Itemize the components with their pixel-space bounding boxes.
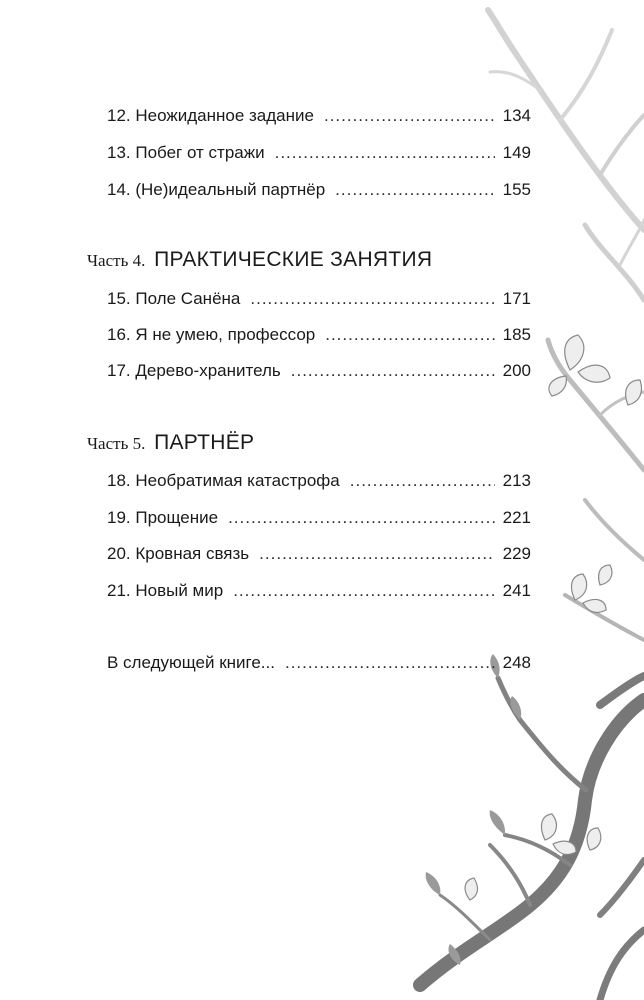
toc-entry[interactable] xyxy=(107,576,531,606)
toc-leader-dots xyxy=(250,284,494,314)
toc-entry-epilogue[interactable] xyxy=(107,648,531,678)
toc-entry[interactable] xyxy=(107,356,531,386)
part-title: ПАРТНЁР xyxy=(154,431,255,454)
toc-entry-page: 221 xyxy=(502,508,531,527)
toc-entry[interactable] xyxy=(107,284,531,314)
toc-entry-page: 200 xyxy=(502,361,531,380)
toc-leader-dots xyxy=(325,320,494,350)
toc-entry-title: 13. Побег от стражи xyxy=(107,143,265,162)
toc-entry[interactable] xyxy=(107,101,531,131)
part-heading[interactable] xyxy=(87,427,254,459)
toc-entry-page: 171 xyxy=(502,289,531,308)
toc-entry-title: 21. Новый мир xyxy=(107,581,224,600)
toc-entry[interactable] xyxy=(107,320,531,350)
part-title: ПРАКТИЧЕСКИЕ ЗАНЯТИЯ xyxy=(154,248,433,271)
toc-entry-title: 17. Дерево-хранитель xyxy=(107,361,281,380)
toc-entry-title: 14. (Не)идеальный партнёр xyxy=(107,180,326,199)
toc-entry[interactable] xyxy=(107,503,531,533)
toc-entry-page: 155 xyxy=(502,180,531,199)
toc-entry[interactable] xyxy=(107,175,531,205)
part-label: Часть 4. xyxy=(87,251,146,270)
toc-entry[interactable] xyxy=(107,466,531,496)
toc-entry-title: 15. Поле Санёна xyxy=(107,289,241,308)
toc-leader-dots xyxy=(335,175,494,205)
toc-entry-page: 229 xyxy=(502,544,531,563)
toc-leader-dots xyxy=(350,466,495,496)
toc-leader-dots xyxy=(285,648,495,678)
toc-entry-page: 241 xyxy=(502,581,531,600)
toc-leader-dots xyxy=(324,101,495,131)
toc-entry-title: 18. Необратимая катастрофа xyxy=(107,471,340,490)
toc-entry-page: 213 xyxy=(502,471,531,490)
toc-leader-dots xyxy=(259,539,494,569)
toc-entry-page: 185 xyxy=(502,325,531,344)
part-label: Часть 5. xyxy=(87,434,146,453)
toc-entry[interactable] xyxy=(107,539,531,569)
toc-entry-title: 20. Кровная связь xyxy=(107,544,250,563)
toc-entry-title: 19. Прощение xyxy=(107,508,219,527)
toc-leader-dots xyxy=(275,138,495,168)
part-heading[interactable] xyxy=(87,244,432,276)
toc-entry-title: В следующей книге... xyxy=(107,653,275,672)
toc-entry-title: 12. Неожиданное задание xyxy=(107,106,314,125)
toc-leader-dots xyxy=(228,503,495,533)
toc-entry-page: 248 xyxy=(502,653,531,672)
toc-leader-dots xyxy=(233,576,494,606)
toc-entry-title: 16. Я не умею, профессор xyxy=(107,325,316,344)
toc-leader-dots xyxy=(291,356,495,386)
toc-entry-page: 134 xyxy=(502,106,531,125)
toc-entry[interactable] xyxy=(107,138,531,168)
toc-entry-page: 149 xyxy=(502,143,531,162)
